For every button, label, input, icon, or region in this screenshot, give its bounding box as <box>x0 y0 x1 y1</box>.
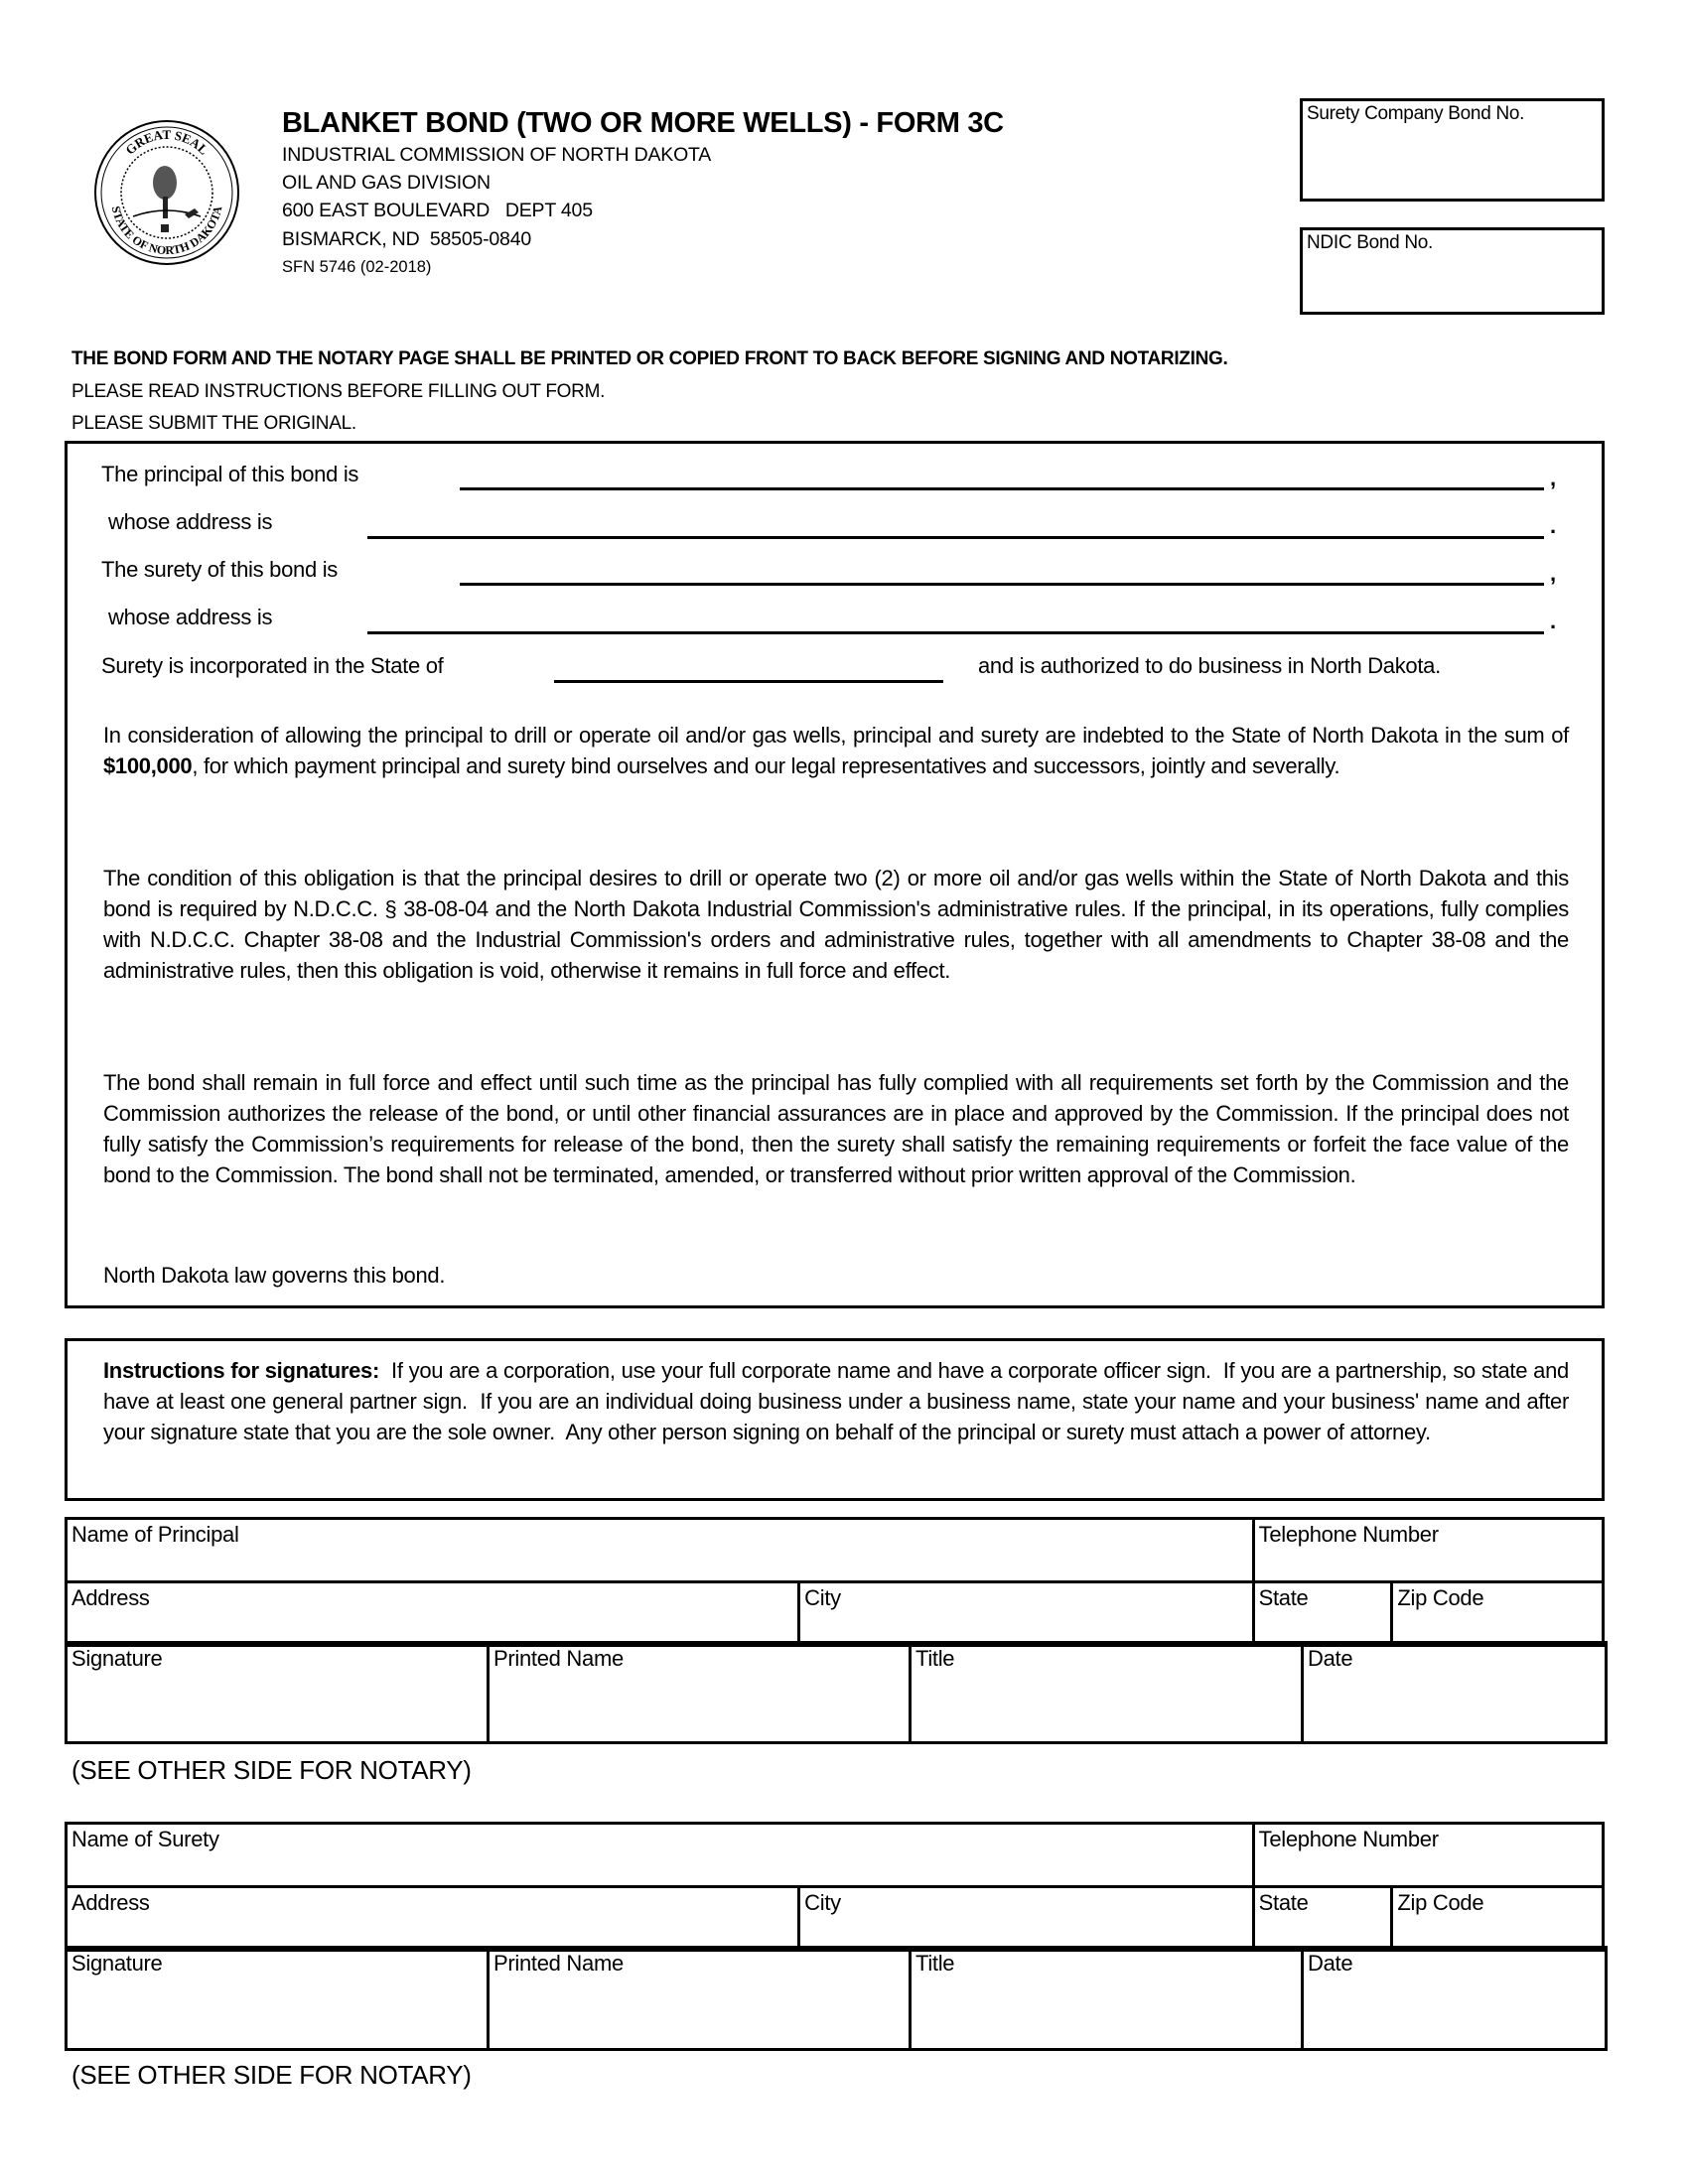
principal-address-label: whose address is <box>108 509 273 534</box>
surety-company-bond-no-field[interactable] <box>1300 98 1605 202</box>
principal-date-field[interactable] <box>1303 1643 1607 1743</box>
signature-label: Signature <box>71 1646 163 1671</box>
svg-text:STATE OF NORTH DAKOTA: STATE OF NORTH DAKOTA <box>108 205 225 258</box>
state-label: State <box>1258 1585 1309 1610</box>
surety-name-field[interactable] <box>67 1824 1254 1887</box>
surety-state-field[interactable] <box>1253 1887 1392 1951</box>
principal-title-field[interactable] <box>911 1643 1303 1743</box>
signature-instructions: Instructions for signatures: If you are a corporation, use your full corporate name and have a corporate officer sign. If you are a partnership, so state and have at least one general partner sign. If you are an individual doing business under a business name, state your name and your business' name and after your signature state that you are the sole owner. Any other person signing on behalf of the principal or surety must attach a power of attorney. <box>103 1358 1575 1444</box>
surety-input[interactable] <box>460 583 1544 586</box>
printed-name-label: Printed Name <box>493 1646 624 1671</box>
incorporated-state-input[interactable] <box>554 680 943 683</box>
principal-label: The principal of this bond is <box>101 462 359 486</box>
surety-company-bond-no-label: Surety Company Bond No. <box>1307 103 1525 124</box>
address-label: Address <box>71 1890 150 1915</box>
surety-date-field[interactable] <box>1303 1948 1607 2050</box>
agency-line: 600 EAST BOULEVARD DEPT 405 <box>282 200 593 221</box>
principal-zip-field[interactable] <box>1392 1582 1604 1646</box>
comma: , <box>1550 561 1557 586</box>
surety-signature-field[interactable] <box>67 1948 489 2050</box>
signature-label: Signature <box>71 1951 163 1976</box>
surety-title-field[interactable] <box>911 1948 1303 2050</box>
principal-input[interactable] <box>460 487 1544 490</box>
surety-zip-field[interactable] <box>1392 1887 1604 1951</box>
surety-label: The surety of this bond is <box>101 557 338 582</box>
title-label: Title <box>915 1951 955 1976</box>
see-other-side-note: (SEE OTHER SIDE FOR NOTARY) <box>71 1755 472 1785</box>
surety-telephone-field[interactable] <box>1253 1824 1603 1887</box>
surety-address-input[interactable] <box>367 631 1544 634</box>
date-label: Date <box>1308 1646 1353 1671</box>
principal-city-field[interactable] <box>799 1582 1253 1646</box>
surety-signature-row <box>65 1946 1608 2051</box>
submit-original-notice: PLEASE SUBMIT THE ORIGINAL. <box>71 413 356 434</box>
title-label: Title <box>915 1646 955 1671</box>
principal-printed-name-field[interactable] <box>489 1643 911 1743</box>
instructions-label: Instructions for signatures: <box>103 1358 380 1383</box>
zip-label: Zip Code <box>1397 1890 1484 1915</box>
form-number: SFN 5746 (02-2018) <box>282 258 432 276</box>
signature-instructions-box <box>65 1338 1605 1501</box>
telephone-label: Telephone Number <box>1258 1522 1439 1547</box>
release-paragraph: The bond shall remain in full force and effect until such time as the principal has fully complied with all requirements set forth by the Commission and the Commission authorizes the release of the bond, or until other financial assurances are in place and approved by the Commission. If the principal does not fully satisfy the Commission’s requirements for release of the bond, then the surety shall satisfy the remaining requirements or forfeit the face value of the bond to the Commission. The bond shall not be terminated, amended, or transferred without prior written approval of the Commission. <box>103 1070 1569 1187</box>
agency-line: BISMARCK, ND 58505-0840 <box>282 228 531 250</box>
bond-terms-box <box>65 441 1605 1308</box>
principal-name-field[interactable] <box>67 1519 1254 1582</box>
principal-telephone-field[interactable] <box>1253 1519 1603 1582</box>
address-label: Address <box>71 1585 150 1610</box>
surety-address-label: whose address is <box>108 605 273 629</box>
surety-name-label: Name of Surety <box>71 1827 219 1851</box>
surety-signature-table <box>65 1822 1605 1952</box>
svg-text:GREAT SEAL: GREAT SEAL <box>122 126 211 158</box>
principal-signature-row <box>65 1641 1608 1744</box>
principal-signature-table <box>65 1517 1605 1647</box>
surety-city-field[interactable] <box>799 1887 1253 1951</box>
print-notice: THE BOND FORM AND THE NOTARY PAGE SHALL BE PRINTED OR COPIED FRONT TO BACK BEFORE SIGNING AND NOTARIZING. <box>71 348 1228 369</box>
principal-state-field[interactable] <box>1253 1582 1392 1646</box>
period: . <box>1550 513 1557 538</box>
state-label: State <box>1258 1890 1309 1915</box>
consideration-paragraph: In consideration of allowing the principal to drill or operate oil and/or gas wells, principal and surety are indebted to the State of North Dakota in the sum of $100,000, for which payment principal and surety bind ourselves and our legal representatives and successors, jointly and severally. <box>103 723 1569 778</box>
printed-name-label: Printed Name <box>493 1951 624 1976</box>
see-other-side-note: (SEE OTHER SIDE FOR NOTARY) <box>71 2060 472 2090</box>
condition-paragraph: The condition of this obligation is that the principal desires to drill or operate two (2) or more oil and/or gas wells within the State of North Dakota and this bond is required by N.D.C.C. § 38-08-04 and the North Dakota Industrial Commission's administrative rules. If the principal, in its operations, fully complies with N.D.C.C. Chapter 38-08 and the Industrial Commission's orders and administrative rules, together with all amendments to Chapter 38-08 and the administrative rules, then this obligation is void, otherwise it remains in full force and effect. <box>103 866 1569 983</box>
bond-amount: $100,000 <box>103 753 193 778</box>
date-label: Date <box>1308 1951 1353 1976</box>
zip-label: Zip Code <box>1397 1585 1484 1610</box>
incorporated-suffix: and is authorized to do business in North Dakota. <box>978 653 1441 678</box>
surety-printed-name-field[interactable] <box>489 1948 911 2050</box>
principal-address-input[interactable] <box>367 536 1544 539</box>
ndic-bond-no-label: NDIC Bond No. <box>1307 232 1434 253</box>
comma: , <box>1550 466 1557 490</box>
city-label: City <box>804 1890 841 1915</box>
telephone-label: Telephone Number <box>1258 1827 1439 1851</box>
principal-name-label: Name of Principal <box>71 1522 239 1547</box>
city-label: City <box>804 1585 841 1610</box>
period: . <box>1550 609 1557 633</box>
agency-line: OIL AND GAS DIVISION <box>282 172 491 194</box>
surety-address-field[interactable] <box>67 1887 799 1951</box>
form-title: BLANKET BOND (TWO OR MORE WELLS) - FORM 3C <box>282 107 1004 139</box>
principal-address-field[interactable] <box>67 1582 799 1646</box>
read-instructions-notice: PLEASE READ INSTRUCTIONS BEFORE FILLING OUT FORM. <box>71 381 606 402</box>
principal-signature-field[interactable] <box>67 1643 489 1743</box>
incorporated-label: Surety is incorporated in the State of <box>101 653 444 678</box>
agency-line: INDUSTRIAL COMMISSION OF NORTH DAKOTA <box>282 144 712 166</box>
governing-law-paragraph: North Dakota law governs this bond. <box>103 1263 446 1288</box>
ndic-bond-no-field[interactable] <box>1300 227 1605 315</box>
great-seal-icon <box>91 117 242 268</box>
